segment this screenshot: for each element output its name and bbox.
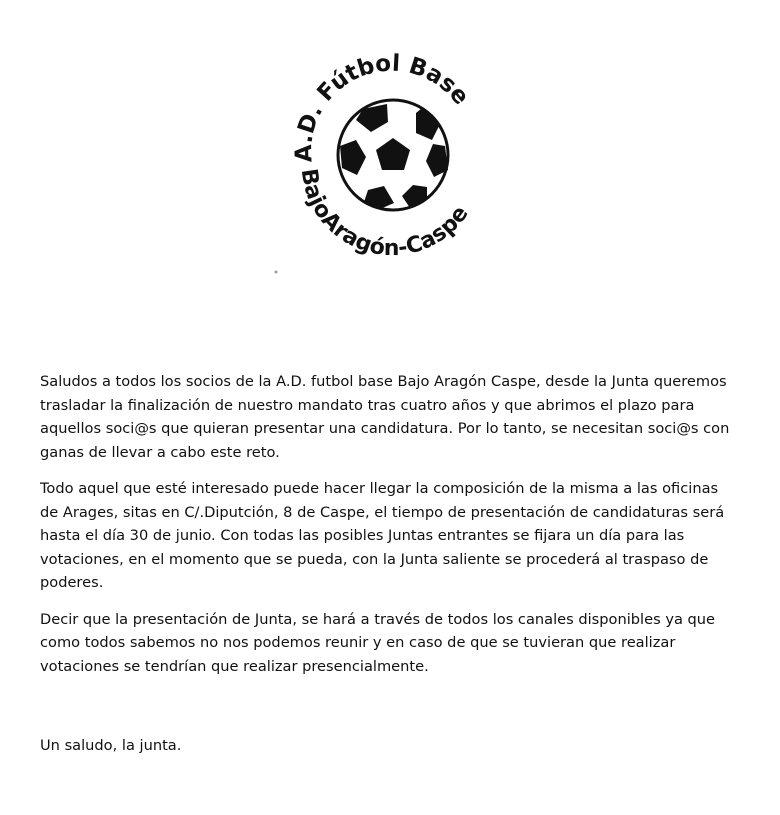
- paragraph-2: Todo aquel que esté interesado puede hacer llegar la composición de la misma a las oficinas de Arages, sitas en C/.Diputción, 8 de Caspe, el tiempo de presentación de candidaturas será hasta el día 30 de junio. Con todas las posibles Juntas entrantes se fijara un día para las votaciones, en el momento que se pueda, con la Junta saliente se procederá al traspaso de poderes.: [40, 480, 725, 591]
- paragraph-3: Decir que la presentación de Junta, se hará a través de todos los canales disponibles ya que como todos sabemos no nos podemos reunir y en caso de que se tuvieran que realizar votaciones se tendrían que realizar presencialmente.: [40, 610, 716, 675]
- logo-bottom-text: BajoAragón-Caspe: [295, 167, 474, 262]
- club-logo: [270, 40, 510, 280]
- logo-top-text: A.D. Fútbol Base: [291, 50, 474, 163]
- soccer-ball-logo-graphic: [270, 40, 510, 280]
- letter-body: [40, 370, 740, 691]
- paragraph-1: Saludos a todos los socios de la A.D. futbol base Bajo Aragón Caspe, desde la Junta queremos trasladar la finalización de nuestro mandato tras cuatro años y que abrimos el plazo para aquellos soci@s que quieran presentar una candidatura. Por lo tanto, se necesitan soci@s con ganas de llevar a cabo este reto.: [40, 373, 730, 461]
- closing-signature: Un saludo, la junta.: [40, 737, 182, 754]
